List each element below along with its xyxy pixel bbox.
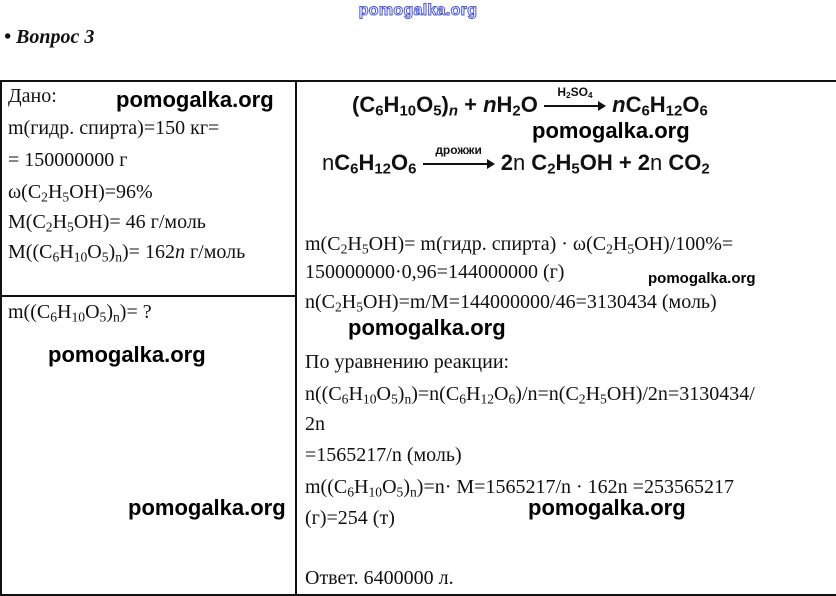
given-line-mass: m(гидр. спирта)=150 кг=: [8, 117, 220, 139]
answer-line: Ответ. 6400000 л.: [305, 567, 454, 589]
find-line: $m((C_6H_{10}O_5)_n)=$ ?: [8, 301, 152, 325]
equation-fermentation: $nC_6H_{12}O_6$ дрожжи 2n $C_2H_5OH + 2n$ $CO_2$: [322, 143, 710, 178]
equation-hydrolysis: $(C_6H_{10}O_5)_n + nH_2O$ $H_2SO_4$ $nC_6H_{12}O_6$: [352, 85, 708, 120]
table-row-divider: [0, 295, 296, 297]
solution-line-1: $m(C_2H_5OH)=$ m(гидр. спирта) · $\omega(C_2H_5OH)/100\%=$: [305, 233, 734, 257]
given-line-molar-mass-starch: $M((C_6H_{10}O_5)_n)= 162n$ г/моль: [8, 241, 246, 265]
watermark: pomogalka.org: [348, 315, 506, 340]
question-heading: • Вопрос 3: [4, 26, 95, 48]
solution-line-7: =1565217/n (моль): [305, 444, 462, 466]
solution-line-8: $m((C_6H_{10}O_5)_n)=n\cdot M=1565217/n \cdot 162n =253565217$: [305, 476, 734, 500]
reaction-arrow: дрожжи: [423, 159, 495, 169]
solution-line-4: По уравнению реакции:: [305, 351, 510, 373]
table-column-divider: [295, 80, 297, 596]
solution-line-6: 2n: [305, 413, 325, 435]
watermark: pomogalka.org: [648, 270, 756, 287]
reaction-arrow: $H_2SO_4$: [544, 101, 606, 111]
solution-line-3: $n(C_2H_5OH)=m/M=144000000/46=3130434$ (моль): [305, 291, 717, 315]
given-line-mass-grams: = 150000000 г: [8, 149, 128, 171]
given-line-fraction: $\omega(C_2H_5OH)=96\%$: [8, 181, 153, 205]
solution-line-9: (г)=254 (т): [305, 507, 395, 529]
given-title: Дано:: [8, 85, 57, 107]
given-line-molar-mass-ethanol: $M(C_2H_5OH)= 46$ г/моль: [8, 211, 206, 235]
solution-line-2: 150000000·0,96=144000000 (г): [305, 261, 565, 283]
watermark: pomogalka.org: [48, 342, 206, 367]
watermark: pomogalka.org: [528, 495, 686, 520]
watermark: pomogalka.org: [116, 87, 274, 112]
top-watermark: pomogalka.org: [358, 2, 478, 19]
watermark: pomogalka.org: [532, 118, 690, 143]
solution-line-5: $n((C_6H_{10}O_5)_n)=n(C_6H_{12}O_6)/n=n(C_2H_5OH)/2n=3130434/$: [305, 383, 755, 407]
watermark: pomogalka.org: [128, 495, 286, 520]
